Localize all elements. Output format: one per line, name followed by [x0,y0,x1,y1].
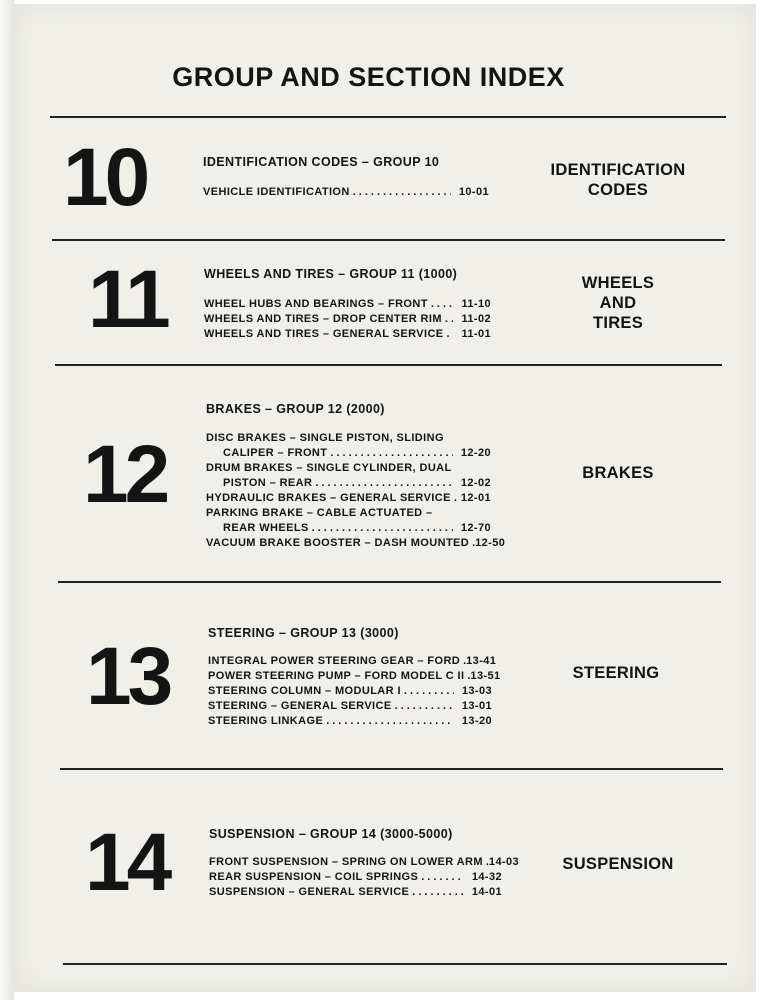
section-divider [50,116,726,118]
leader-dots [350,185,451,200]
group-number: 13 [86,631,170,722]
section-page: 12-70 [460,522,491,534]
group-side-label [543,463,693,483]
side-label-line: TIRES [592,314,644,332]
section-page: 12-20 [460,447,491,459]
side-label-line: BRAKES [582,464,654,482]
leader-dots [312,476,453,491]
section-page: 10-01 [458,186,489,198]
leader-dots [309,521,453,536]
section-name: DRUM BRAKES – SINGLE CYLINDER, DUAL [206,462,452,474]
section-entry [209,870,502,885]
section-page: 11-01 [461,328,491,340]
section-name: VEHICLE IDENTIFICATION [203,186,350,198]
section-name: VACUUM BRAKE BOOSTER – DASH MOUNTED [206,537,470,549]
section-entry [206,491,491,506]
side-label-line: AND [599,294,637,312]
section-page: 13-20 [461,715,492,727]
section-name: FRONT SUSPENSION – SPRING ON LOWER ARM [209,856,483,868]
section-name: WHEELS AND TIRES – GENERAL SERVICE [204,328,444,340]
section-name: HYDRAULIC BRAKES – GENERAL SERVICE [206,492,451,504]
section-name: REAR WHEELS [223,522,309,534]
section-divider [55,364,722,366]
leader-dots [444,327,453,342]
section-name: SUSPENSION – GENERAL SERVICE [209,886,410,898]
section-page: 12-01 [460,492,491,504]
section-entry [204,327,491,342]
group-side-label [543,273,693,333]
section-entry [209,885,502,900]
section-entry [206,536,506,551]
section-entry [206,461,491,476]
leader-dots [428,297,453,312]
section-entry [208,699,492,714]
section-list [206,431,506,551]
section-entry [204,297,491,312]
group-side-label [543,160,693,200]
section-name: DISC BRAKES – SINGLE PISTON, SLIDING [206,432,444,444]
group-side-label [543,854,693,874]
leader-dots [392,699,454,714]
section-entry [203,185,489,200]
section-list [208,654,501,729]
leader-dots [327,446,453,461]
group-title: SUSPENSION – GROUP 14 (3000-5000) [209,827,453,841]
page-edge [0,0,14,1000]
group-number: 10 [63,132,147,223]
section-entry [206,506,491,521]
section-entry [208,654,497,669]
section-name: CALIPER – FRONT [223,447,328,459]
section-page: 12-02 [460,477,491,489]
section-page: 13-03 [461,685,492,697]
section-name: REAR SUSPENSION – COIL SPRINGS [209,871,419,883]
section-divider [60,768,723,770]
side-label-line: SUSPENSION [562,855,674,873]
section-divider [58,581,721,583]
section-page: 13-01 [461,700,492,712]
section-name: STEERING – GENERAL SERVICE [208,700,392,712]
section-page: 14-03 [488,856,520,868]
section-name: POWER STEERING PUMP – FORD MODEL C II [208,670,465,682]
section-page: 13-41 [466,655,497,667]
section-divider [63,963,727,965]
leader-dots [442,312,453,327]
section-list [203,185,489,200]
section-entry [206,476,491,491]
group-number: 12 [83,429,167,520]
group-title: WHEELS AND TIRES – GROUP 11 (1000) [204,267,458,281]
group-number: 11 [88,254,167,345]
leader-dots [418,870,464,885]
section-name: STEERING COLUMN – MODULAR I [208,685,401,697]
section-list [204,297,491,342]
group-title: BRAKES – GROUP 12 (2000) [206,402,385,416]
section-page: 11-10 [461,298,491,310]
section-page: 14-32 [471,871,502,883]
page-title: GROUP AND SECTION INDEX [172,62,565,92]
section-name: PISTON – REAR [223,477,313,489]
group-number: 14 [85,817,169,908]
section-entry [208,684,492,699]
section-entry [208,669,501,684]
section-divider [52,239,725,241]
section-name: WHEELS AND TIRES – DROP CENTER RIM [204,313,442,325]
leader-dots [409,885,464,900]
section-name: STEERING LINKAGE [208,715,324,727]
side-label-line: IDENTIFICATION [550,161,686,179]
side-label-line: CODES [587,181,649,199]
section-list [209,855,520,900]
section-page: 14-01 [471,886,502,898]
section-name: INTEGRAL POWER STEERING GEAR – FORD [208,655,461,667]
section-entry [206,446,491,461]
section-entry [204,312,491,327]
section-page: 13-51 [470,670,501,682]
group-side-label [541,663,691,683]
section-entry [208,714,492,729]
group-title: STEERING – GROUP 13 (3000) [208,626,399,640]
section-name: WHEEL HUBS AND BEARINGS – FRONT [204,298,428,310]
section-name: PARKING BRAKE – CABLE ACTUATED – [206,507,433,519]
side-label-line: STEERING [572,664,660,682]
leader-dots [401,684,454,699]
section-page: 11-02 [461,313,491,325]
section-page: 12-50 [475,537,506,549]
side-label-line: WHEELS [581,274,655,292]
leader-dots [323,714,454,729]
section-entry [206,431,491,446]
section-entry [206,521,491,536]
section-entry [209,855,520,870]
group-title: IDENTIFICATION CODES – GROUP 10 [203,155,440,169]
